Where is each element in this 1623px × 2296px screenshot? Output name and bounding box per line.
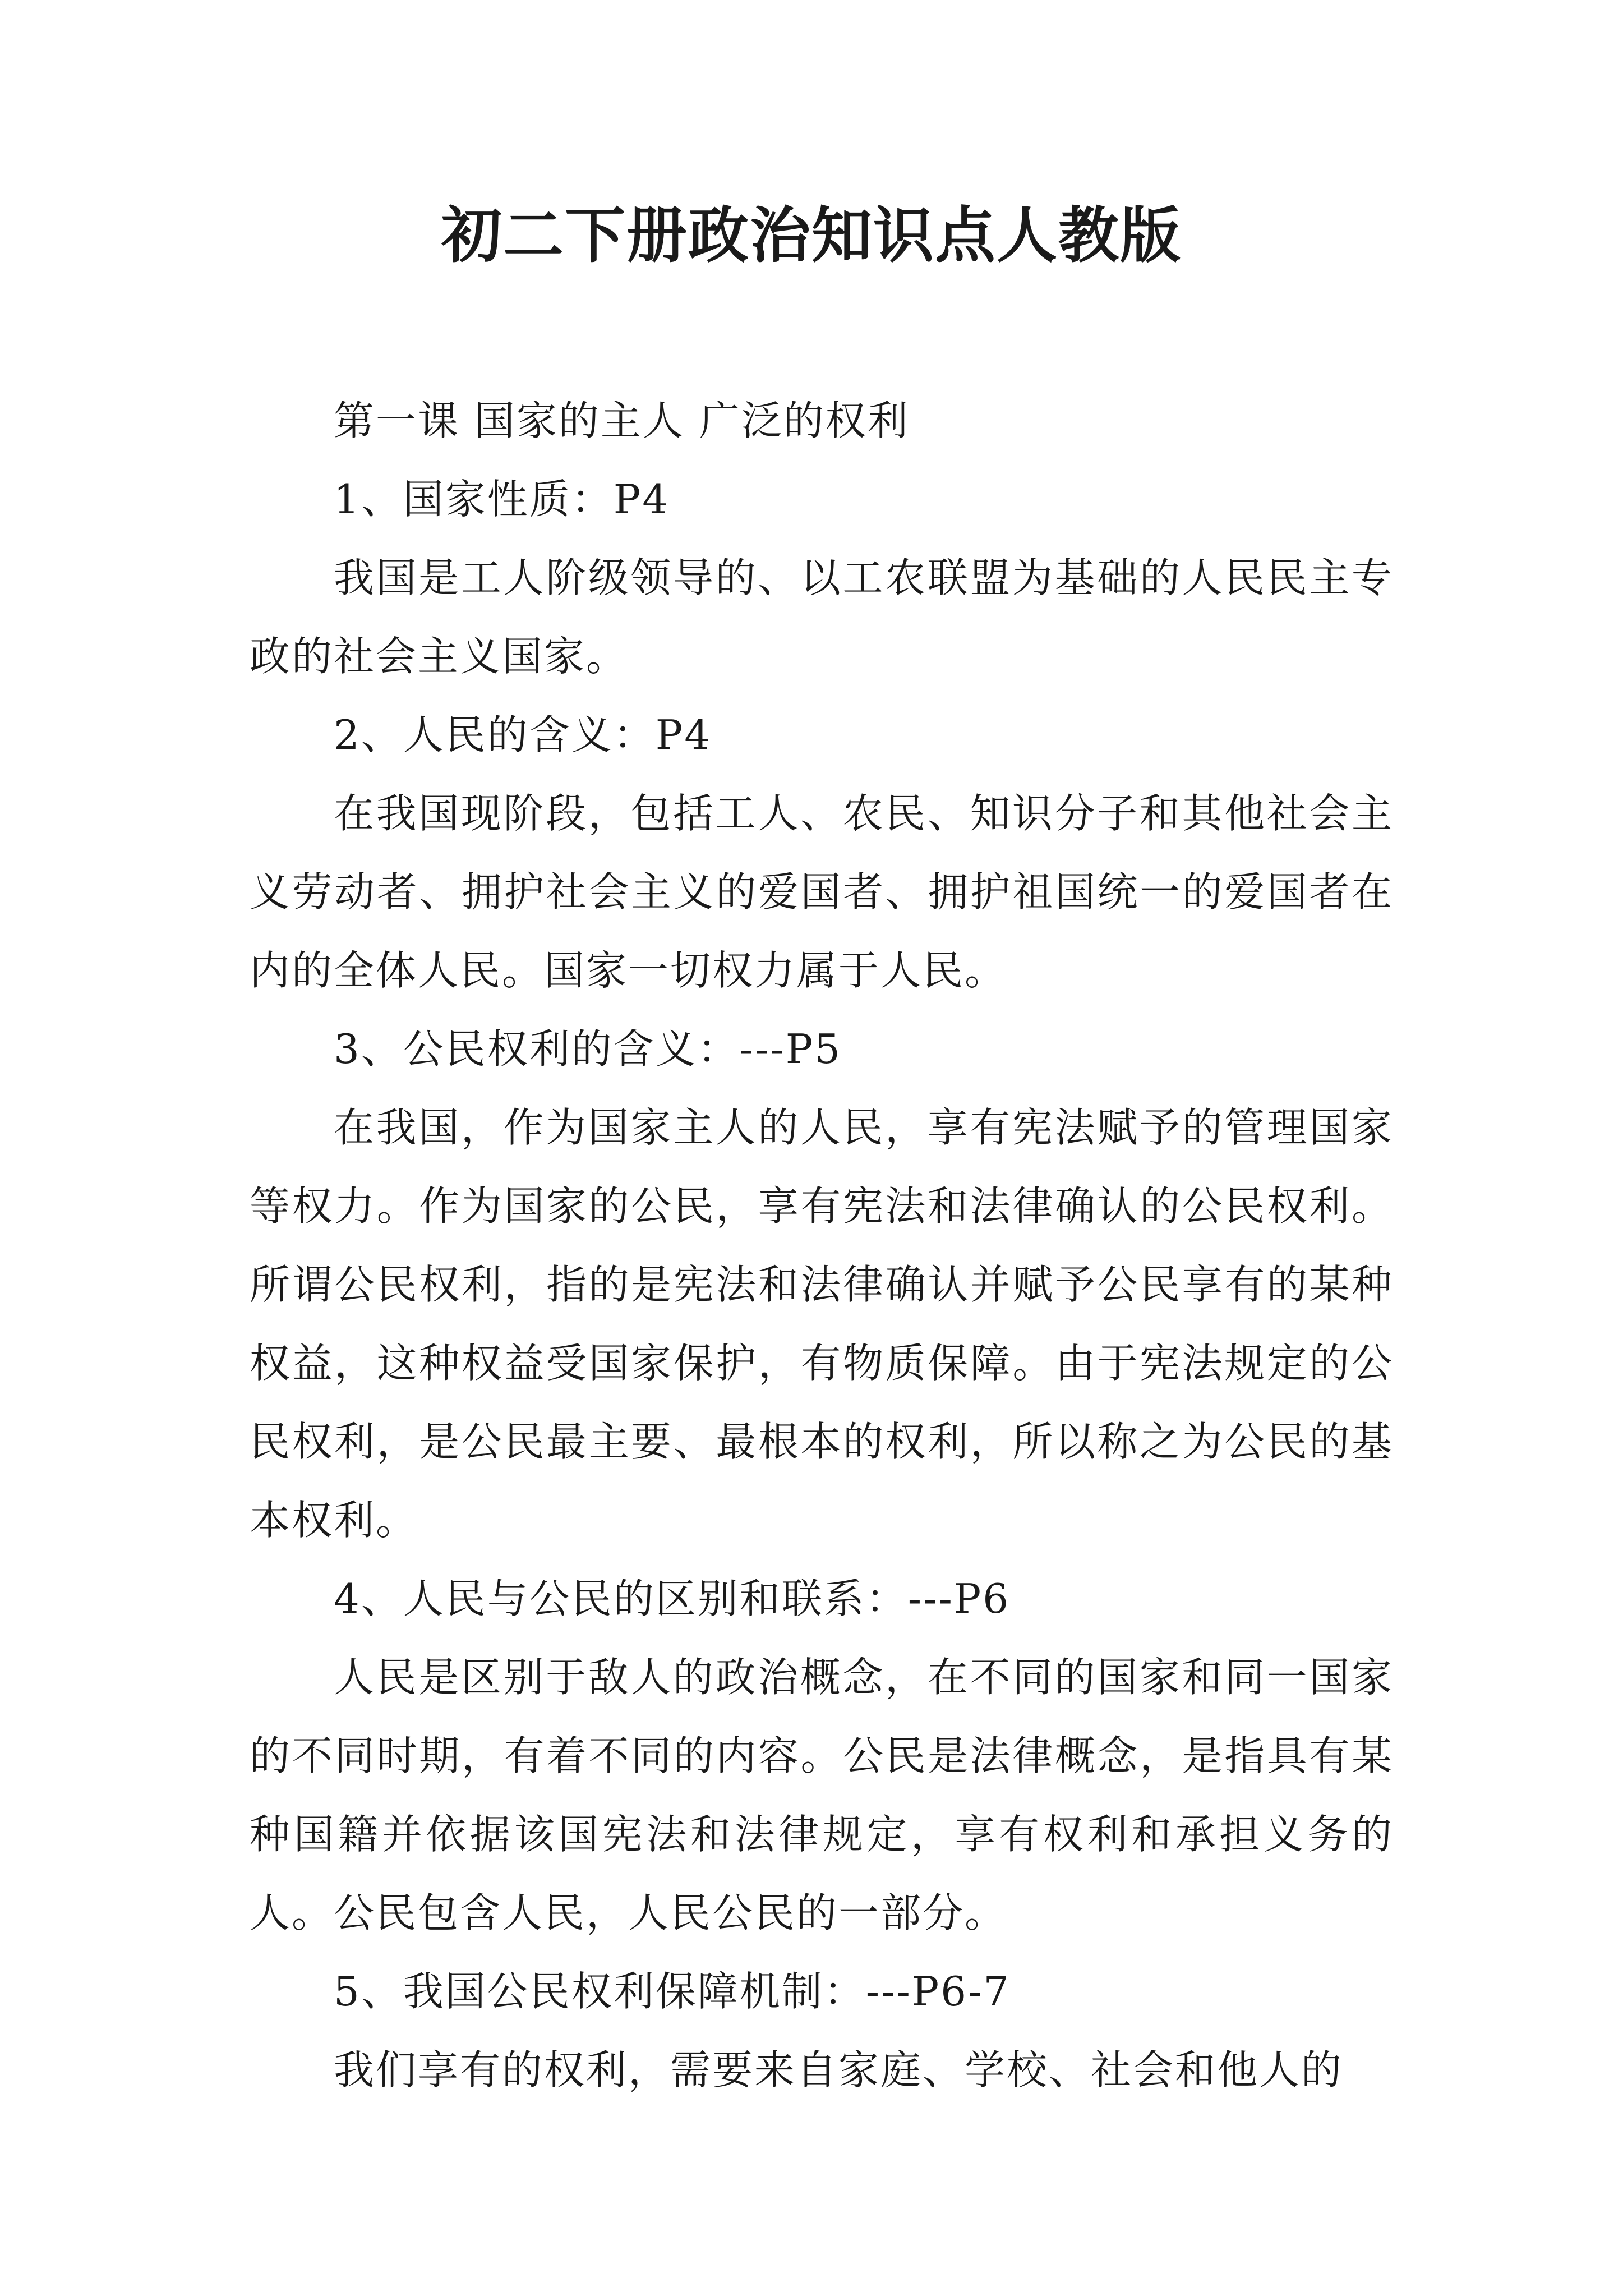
document-body: [250, 381, 1394, 2109]
section-heading: 2、人民的含义：P4: [334, 711, 712, 758]
section-heading: 3、公民权利的含义：---P5: [334, 1025, 842, 1073]
section-paragraph: 人民是区别于敌人的政治概念，在不同的国家和同一国家的不同时期，有着不同的内容。公民是法律概念，是指具有某种国籍并依据该国宪法和法律规定，享有权利和承担义务的人。公民包含人民，人民公民的一部分。: [250, 1654, 1394, 1936]
section-heading: 1、国家性质：P4: [334, 476, 670, 523]
section-paragraph: 我国是工人阶级领导的、以工农联盟为基础的人民民主专政的社会主义国家。: [250, 554, 1394, 680]
section-paragraph: 我们享有的权利，需要来自家庭、学校、社会和他人的: [334, 2046, 1344, 2093]
section-paragraph: 在我国，作为国家主人的人民，享有宪法赋予的管理国家等权力。作为国家的公民，享有宪法和法律确认的公民权利。所谓公民权利，指的是宪法和法律确认并赋予公民享有的某种权益，这种权益受国家保护，有物质保障。由于宪法规定的公民权利，是公民最主要、最根本的权利，所以称之为公民的基本权利。: [250, 1104, 1394, 1544]
section-paragraph: 在我国现阶段，包括工人、农民、知识分子和其他社会主义劳动者、拥护社会主义的爱国者、拥护祖国统一的爱国者在内的全体人民。国家一切权力属于人民。: [250, 790, 1394, 994]
section-heading: 5、我国公民权利保障机制：---P6-7: [334, 1968, 1011, 2015]
document-title: 初二下册政治知识点人教版: [441, 200, 1182, 271]
lesson-title: 第一课 国家的主人 广泛的权利: [334, 397, 910, 444]
section-heading: 4、人民与公民的区别和联系：---P6: [334, 1575, 1011, 1622]
